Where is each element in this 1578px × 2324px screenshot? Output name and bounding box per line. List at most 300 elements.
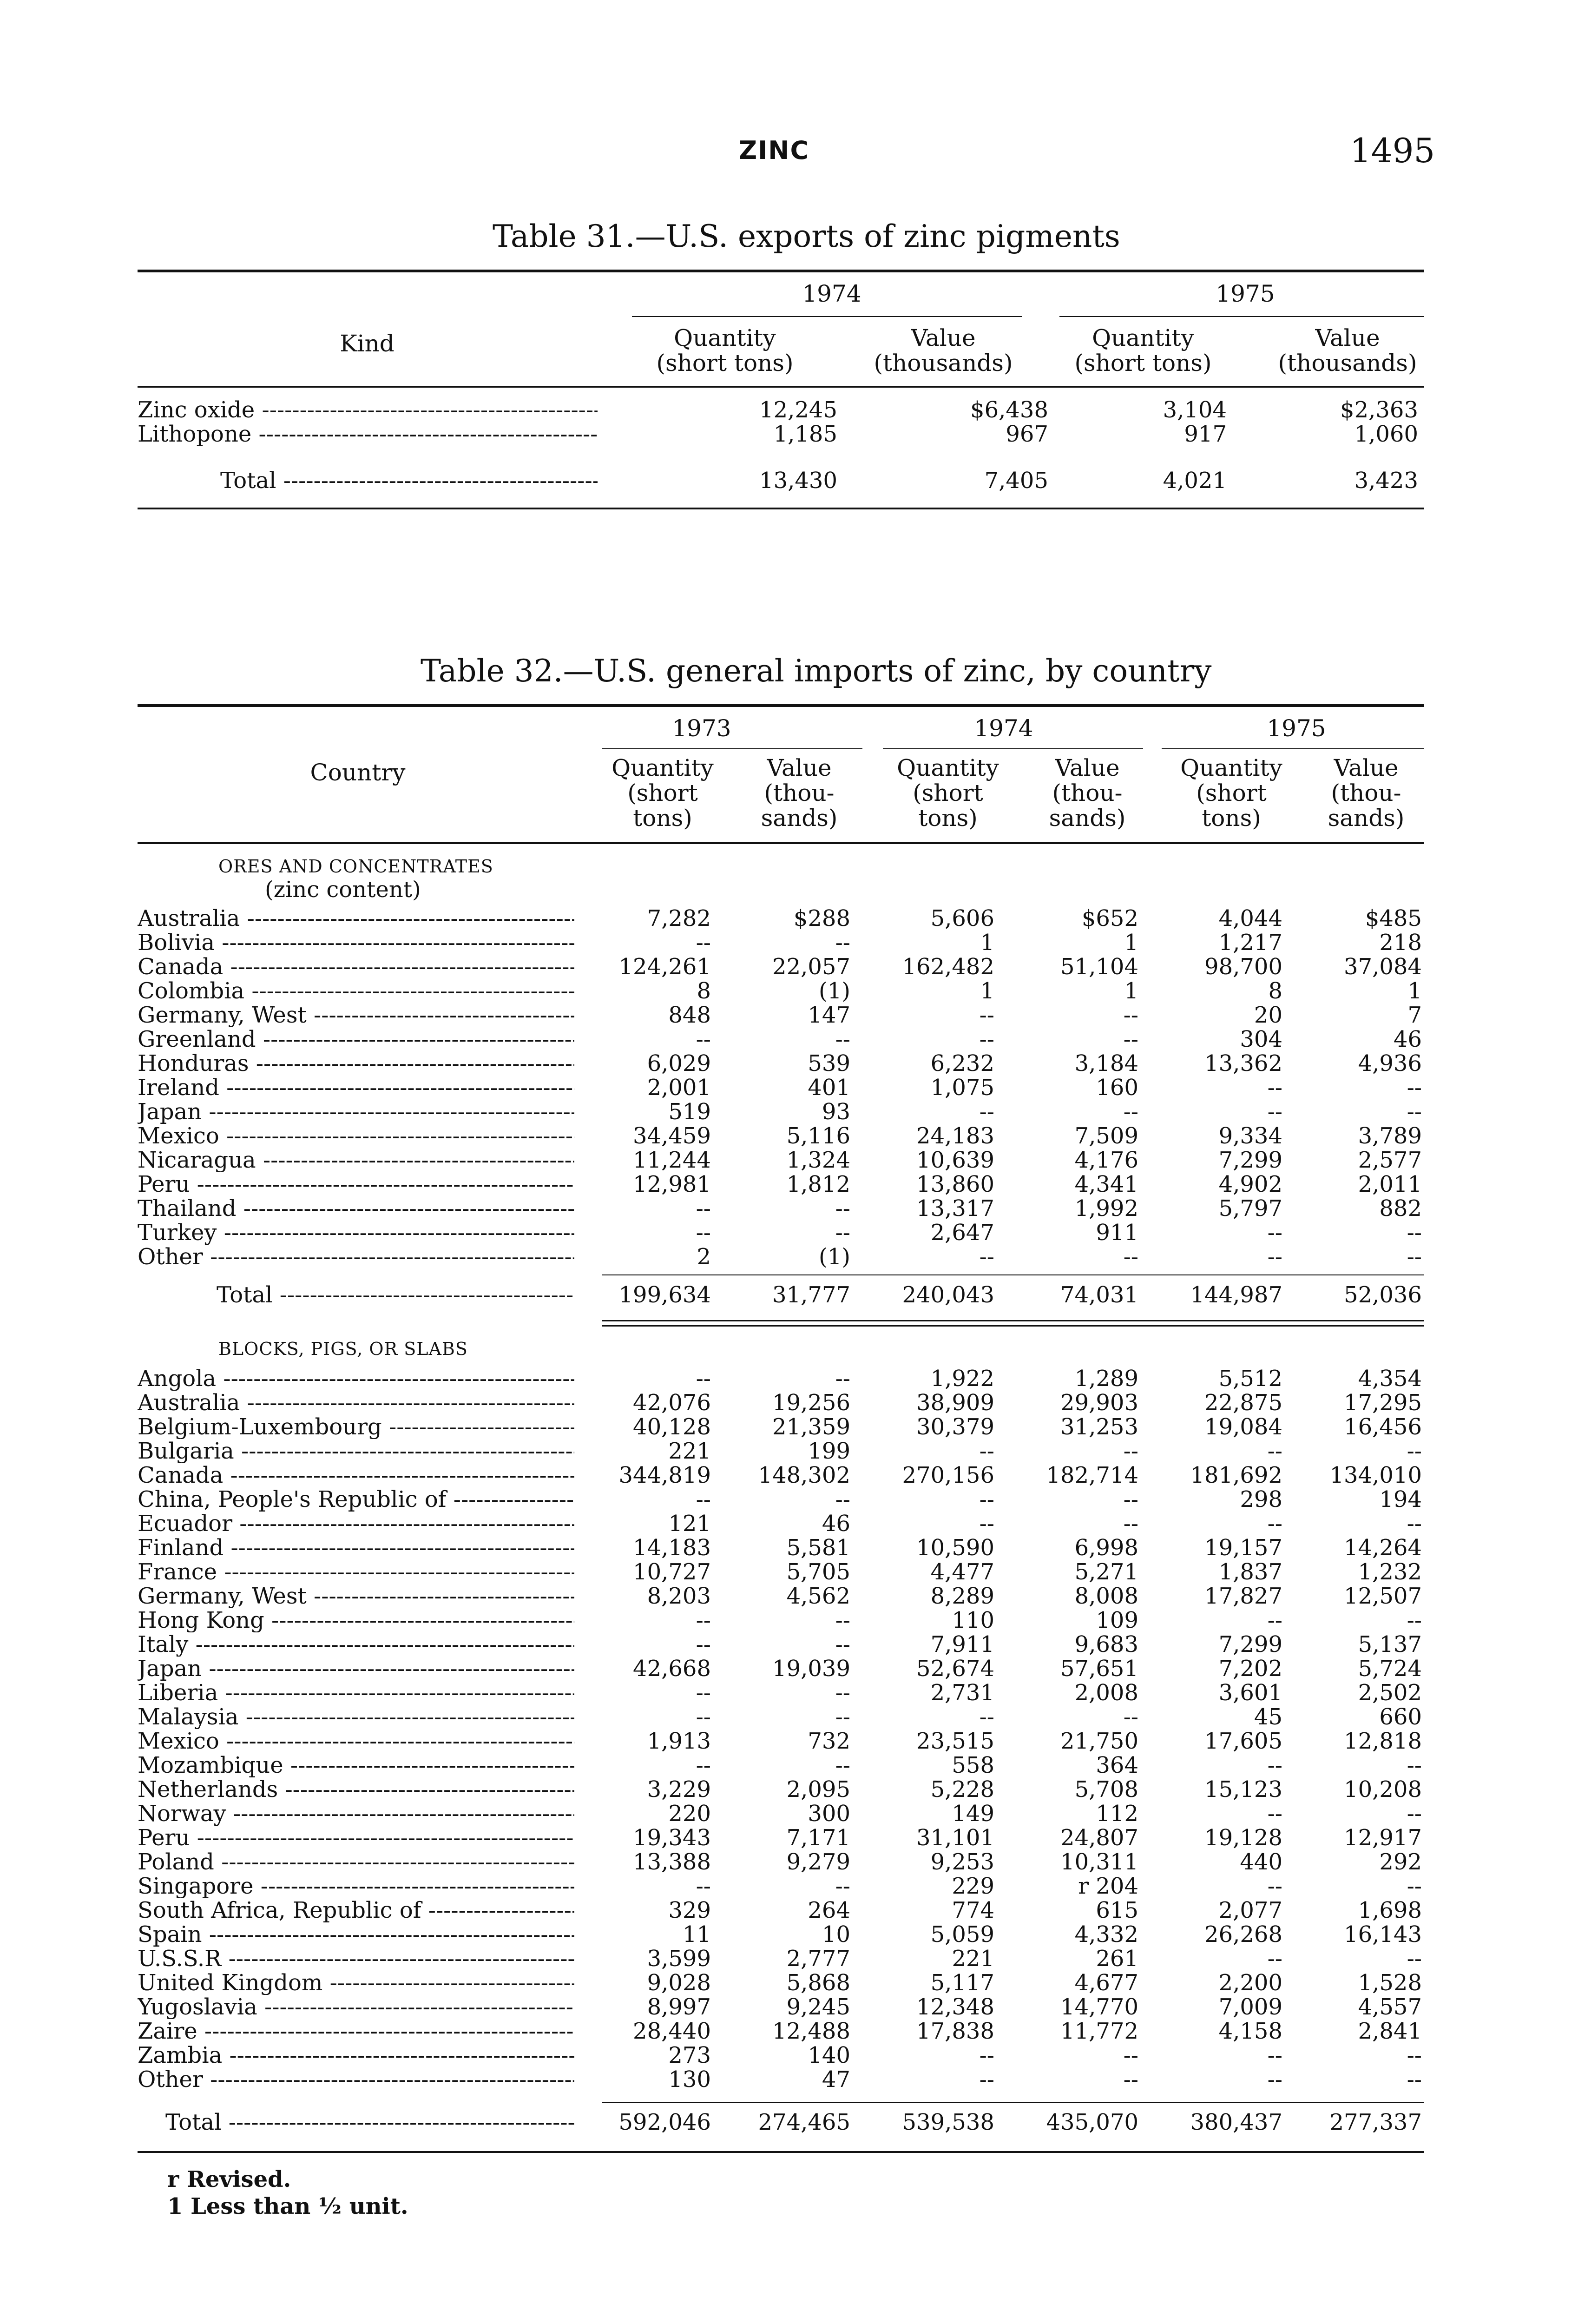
qty-1973-cell: 6,029	[647, 1050, 711, 1076]
value-1975-cell: 17,295	[1344, 1390, 1422, 1416]
qty-1973-cell: 1,913	[647, 1728, 711, 1754]
country-label: Italy -----	[138, 1632, 574, 1657]
qty-1975-cell: 19,084	[1204, 1414, 1282, 1440]
table31-bottom-rule	[138, 508, 1424, 509]
row-label: Zinc oxide -----	[138, 398, 598, 422]
qty-1973-cell: 2,001	[647, 1075, 711, 1101]
qty-1975-cell: 19,157	[1204, 1535, 1282, 1561]
value-1973-cell: 140	[808, 2042, 850, 2068]
country-label: Australia -----	[138, 1391, 574, 1415]
value-1974-cell: 57,651	[1060, 1656, 1138, 1682]
value-1974-cell: --	[1123, 2067, 1138, 2093]
value-1973-cell: 1,324	[786, 1147, 850, 1173]
blocks-total-rule	[602, 2102, 1424, 2103]
country-label: U.S.S.R -----	[138, 1947, 574, 1971]
value-1975-cell: 16,456	[1344, 1414, 1422, 1440]
value-1973-cell: 93	[822, 1099, 850, 1125]
value-1974-cell: 21,750	[1060, 1728, 1138, 1754]
value-1974-cell: 1,289	[1074, 1366, 1138, 1392]
qty-1974-cell: 52,674	[916, 1656, 994, 1682]
value-1975-cell: 10,208	[1344, 1776, 1422, 1802]
country-label: Greenland -----	[138, 1027, 574, 1051]
qty-1974-cell: 1,075	[930, 1075, 994, 1101]
qty-1975-cell: 7,299	[1218, 1147, 1282, 1173]
value-1974-cell: 182,714	[1046, 1462, 1138, 1488]
qty-1975-cell: 98,700	[1204, 954, 1282, 980]
country-label: Canada -----	[138, 1463, 574, 1487]
qty-1973-cell: 40,128	[633, 1414, 711, 1440]
value-1975-cell: 5,137	[1358, 1631, 1422, 1657]
value-1975-cell: $485	[1365, 905, 1422, 931]
qty-1975-cell: --	[1267, 2067, 1282, 2093]
blocks-value-1975	[1306, 1367, 1422, 2092]
qty-1973-cell: 329	[668, 1897, 711, 1923]
value-1975-cell: --	[1407, 1752, 1422, 1778]
value-1973-cell: 31,777	[772, 1282, 850, 1308]
value-1974-cell: 261	[1096, 1946, 1138, 1972]
ores-total-row	[138, 1283, 1424, 1311]
value-1975-cell: 12,507	[1344, 1583, 1422, 1609]
qty-1975-cell: 3,601	[1218, 1680, 1282, 1706]
country-label: Angola -----	[138, 1367, 574, 1391]
qty-1975-cell: --	[1267, 1801, 1282, 1827]
qty-1974-cell: 23,515	[916, 1728, 994, 1754]
qty-1975-cell: 9,334	[1218, 1123, 1282, 1149]
ores-qty-1975	[1166, 906, 1282, 1269]
qty-1973-cell: --	[696, 1873, 711, 1899]
value-1974-cell: --	[1123, 2042, 1138, 2068]
qty-1974-cell: 270,156	[902, 1462, 994, 1488]
qty-1973-cell: 9,028	[647, 1970, 711, 1996]
qty-1974-cell: 8,289	[930, 1583, 994, 1609]
value-1975-cell: 882	[1379, 1195, 1422, 1221]
qty-1975-cell: --	[1267, 1438, 1282, 1464]
ores-country-list	[138, 906, 574, 1269]
value-1974-cell: 14,770	[1060, 1994, 1138, 2020]
value-1974-cell: --	[1123, 1704, 1138, 1730]
table32-qty-1975-header: Quantity (short tons)	[1180, 754, 1282, 832]
qty-1974-cell: 17,838	[916, 2018, 994, 2044]
qty-1974-cell: 31,101	[916, 1825, 994, 1851]
qty-1974-cell: --	[979, 1026, 994, 1052]
ores-total-double-rule	[602, 1320, 1424, 1327]
value-1975-cell: --	[1407, 1607, 1422, 1633]
value-1975-cell: 292	[1379, 1849, 1422, 1875]
qty-1975-cell: 7,202	[1218, 1656, 1282, 1682]
value-1973-cell: 9,279	[786, 1849, 850, 1875]
qty-1974-cell: 6,232	[930, 1050, 994, 1076]
qty-1974-cell: 558	[952, 1752, 994, 1778]
table32-value-1973-header: Value (thou- sands)	[761, 754, 838, 832]
qty-1973-cell: 130	[668, 2067, 711, 2093]
value-1973-cell: 401	[808, 1075, 850, 1101]
ores-qty-1974	[883, 906, 994, 1269]
qty-1974-cell: 13,430	[759, 469, 837, 493]
qty-1975-cell: 4,021	[1163, 469, 1227, 493]
row-label: Total -----	[220, 469, 598, 493]
qty-1973-cell: 2	[697, 1244, 711, 1270]
table-row	[138, 398, 1424, 422]
value-1974-cell: 7,405	[984, 469, 1048, 493]
qty-1975-cell: --	[1267, 1244, 1282, 1270]
value-1974-cell: $652	[1081, 905, 1138, 931]
country-label: Mexico -----	[138, 1729, 574, 1753]
qty-1974-cell: 13,317	[916, 1195, 994, 1221]
country-label: Nicaragua -----	[138, 1148, 574, 1172]
qty-1973-cell: 19,343	[633, 1825, 711, 1851]
qty-1973-cell: --	[696, 1752, 711, 1778]
table32-year-1973: 1973	[672, 715, 731, 742]
qty-1975-cell: 45	[1254, 1704, 1282, 1730]
qty-1973-cell: 3,229	[647, 1776, 711, 1802]
qty-1975-cell: 4,902	[1218, 1171, 1282, 1197]
qty-1974-cell: 30,379	[916, 1414, 994, 1440]
value-1975-cell: 2,577	[1358, 1147, 1422, 1173]
ores-subheading: (zinc content)	[265, 877, 421, 903]
value-1974-cell: 6,998	[1074, 1535, 1138, 1561]
country-label: Zaire -----	[138, 2019, 574, 2043]
value-1973-cell: 22,057	[772, 954, 850, 980]
table31-year-1974-rule	[632, 316, 1022, 317]
value-1973-cell: 5,581	[786, 1535, 850, 1561]
country-label: Liberia -----	[138, 1681, 574, 1705]
country-label: Japan -----	[138, 1100, 574, 1124]
value-1973-cell: 5,116	[786, 1123, 850, 1149]
qty-1974-cell: 13,860	[916, 1171, 994, 1197]
value-1975-cell: 4,936	[1358, 1050, 1422, 1076]
qty-1973-cell: --	[696, 1607, 711, 1633]
value-1973-cell: (1)	[819, 1244, 850, 1270]
value-1974-cell: --	[1123, 1511, 1138, 1537]
qty-1973-cell: --	[696, 1195, 711, 1221]
qty-1975-cell: 304	[1240, 1026, 1282, 1052]
value-1975-cell: 2,011	[1358, 1171, 1422, 1197]
table32-year-1973-rule	[602, 748, 862, 749]
country-label: Mexico -----	[138, 1124, 574, 1148]
value-1974-cell: --	[1123, 1099, 1138, 1125]
qty-1975-cell: 15,123	[1204, 1776, 1282, 1802]
country-label: Spain -----	[138, 1922, 574, 1947]
table32-year-1975-rule	[1162, 748, 1424, 749]
table32-header-rule	[138, 842, 1424, 844]
value-1974-cell: 435,070	[1046, 2109, 1138, 2135]
value-1974-cell: 51,104	[1060, 954, 1138, 980]
qty-1974-cell: 5,606	[930, 905, 994, 931]
qty-1973-cell: --	[696, 1704, 711, 1730]
qty-1975-cell: 298	[1240, 1486, 1282, 1512]
value-1974-cell: 9,683	[1074, 1631, 1138, 1657]
value-1974-cell: 2,008	[1074, 1680, 1138, 1706]
country-label: Turkey -----	[138, 1221, 574, 1245]
qty-1974-cell: 162,482	[902, 954, 994, 980]
value-1973-cell: --	[835, 1220, 850, 1246]
ores-total-rule	[602, 1274, 1424, 1275]
qty-1975-cell: --	[1267, 1511, 1282, 1537]
country-label: Other -----	[138, 2067, 574, 2092]
qty-1975-cell: 2,077	[1218, 1897, 1282, 1923]
qty-1973-cell: 42,668	[633, 1656, 711, 1682]
blocks-heading: BLOCKS, PIGS, OR SLABS	[218, 1339, 468, 1359]
value-1974-cell: 1	[1124, 930, 1138, 956]
table31-value-1975-header: Value (thousands)	[1278, 324, 1417, 376]
value-1974-cell: 160	[1096, 1075, 1138, 1101]
qty-1974-cell: 539,538	[902, 2109, 994, 2135]
value-1974-cell: 4,332	[1074, 1921, 1138, 1948]
qty-1973-cell: 848	[668, 1002, 711, 1028]
qty-1973-cell: 28,440	[633, 2018, 711, 2044]
value-1973-cell: 732	[808, 1728, 850, 1754]
table31-qty-1975-header: Quantity (short tons)	[1074, 324, 1212, 376]
row-label: Total -----	[217, 1283, 574, 1307]
qty-1973-cell: 11	[682, 1921, 711, 1948]
value-1974-cell: --	[1123, 1244, 1138, 1270]
qty-1973-cell: 519	[668, 1099, 711, 1125]
value-1975-cell: 46	[1393, 1026, 1422, 1052]
value-1975-cell: 12,818	[1344, 1728, 1422, 1754]
value-1973-cell: 274,465	[758, 2109, 850, 2135]
qty-1975-cell: --	[1267, 1099, 1282, 1125]
qty-1974-cell: 12,348	[916, 1994, 994, 2020]
qty-1975-cell: 380,437	[1190, 2109, 1282, 2135]
qty-1974-cell: 10,639	[916, 1147, 994, 1173]
qty-1973-cell: --	[696, 1026, 711, 1052]
value-1975-cell: 5,724	[1358, 1656, 1422, 1682]
country-label: Netherlands -----	[138, 1777, 574, 1802]
value-1974-cell: 967	[1006, 422, 1048, 446]
qty-1975-cell: --	[1267, 2042, 1282, 2068]
value-1974-cell: 3,184	[1074, 1050, 1138, 1076]
qty-1974-cell: 10,590	[916, 1535, 994, 1561]
value-1973-cell: 199	[808, 1438, 850, 1464]
row-label: Lithopone -----	[138, 422, 598, 446]
value-1975-cell: 1,698	[1358, 1897, 1422, 1923]
value-1973-cell: 300	[808, 1801, 850, 1827]
table32-bottom-rule	[138, 2151, 1424, 2153]
row-label: Total -----	[165, 2110, 574, 2134]
qty-1974-cell: 38,909	[916, 1390, 994, 1416]
country-label: Bolivia -----	[138, 931, 574, 955]
qty-1975-cell: 26,268	[1204, 1921, 1282, 1948]
qty-1975-cell: 13,362	[1204, 1050, 1282, 1076]
ores-value-1975	[1306, 906, 1422, 1269]
qty-1973-cell: --	[696, 1631, 711, 1657]
value-1975-cell: $2,363	[1340, 398, 1418, 422]
qty-1975-cell: --	[1267, 1607, 1282, 1633]
qty-1973-cell: 7,282	[647, 905, 711, 931]
value-1974-cell: 7,509	[1074, 1123, 1138, 1149]
qty-1973-cell: 121	[668, 1511, 711, 1537]
value-1973-cell: --	[835, 1680, 850, 1706]
qty-1973-cell: 8,997	[647, 1994, 711, 2020]
value-1974-cell: 5,271	[1074, 1559, 1138, 1585]
qty-1974-cell: --	[979, 1486, 994, 1512]
qty-1975-cell: 144,987	[1190, 1282, 1282, 1308]
value-1973-cell: --	[835, 1486, 850, 1512]
value-1973-cell: 4,562	[786, 1583, 850, 1609]
value-1974-cell: 74,031	[1060, 1282, 1138, 1308]
value-1973-cell: 9,245	[786, 1994, 850, 2020]
qty-1975-cell: 19,128	[1204, 1825, 1282, 1851]
qty-1975-cell: 1,217	[1218, 930, 1282, 956]
value-1973-cell: $288	[793, 905, 850, 931]
qty-1973-cell: 220	[668, 1801, 711, 1827]
qty-1974-cell: 240,043	[902, 1282, 994, 1308]
table32-title: Table 32.—U.S. general imports of zinc, by country	[421, 653, 1212, 689]
qty-1974-cell: 5,228	[930, 1776, 994, 1802]
value-1975-cell: 218	[1379, 930, 1422, 956]
qty-1973-cell: 8,203	[647, 1583, 711, 1609]
value-1975-cell: 2,841	[1358, 2018, 1422, 2044]
value-1975-cell: 2,502	[1358, 1680, 1422, 1706]
value-1975-cell: --	[1407, 1220, 1422, 1246]
qty-1974-cell: 2,647	[930, 1220, 994, 1246]
value-1975-cell: 3,789	[1358, 1123, 1422, 1149]
qty-1974-cell: 7,911	[930, 1631, 994, 1657]
blocks-value-1973	[743, 1367, 850, 2092]
value-1973-cell: --	[835, 1752, 850, 1778]
country-label: Finland -----	[138, 1536, 574, 1560]
qty-1974-cell: 4,477	[930, 1559, 994, 1585]
value-1975-cell: 277,337	[1329, 2109, 1422, 2135]
value-1974-cell: --	[1123, 1026, 1138, 1052]
country-label: South Africa, Republic of -----	[138, 1898, 574, 1922]
qty-1974-cell: 229	[952, 1873, 994, 1899]
value-1974-cell: 1,992	[1074, 1195, 1138, 1221]
country-label: Canada -----	[138, 955, 574, 979]
value-1974-cell: 615	[1096, 1897, 1138, 1923]
table31-year-1974: 1974	[802, 280, 861, 307]
qty-1974-cell: 5,059	[930, 1921, 994, 1948]
ores-qty-1973	[604, 906, 711, 1269]
table32-year-1974: 1974	[974, 715, 1033, 742]
value-1973-cell: 2,777	[786, 1946, 850, 1972]
qty-1974-cell: 1	[980, 978, 994, 1004]
country-label: Other -----	[138, 1245, 574, 1269]
value-1975-cell: --	[1407, 1511, 1422, 1537]
value-1975-cell: --	[1407, 1075, 1422, 1101]
qty-1975-cell: --	[1267, 1752, 1282, 1778]
country-label: Germany, West -----	[138, 1003, 574, 1027]
country-label: Bulgaria -----	[138, 1439, 574, 1463]
qty-1974-cell: 5,117	[930, 1970, 994, 1996]
qty-1975-cell: 7,009	[1218, 1994, 1282, 2020]
value-1974-cell: $6,438	[970, 398, 1048, 422]
value-1975-cell: --	[1407, 1099, 1422, 1125]
value-1974-cell: 24,807	[1060, 1825, 1138, 1851]
qty-1973-cell: 11,244	[633, 1147, 711, 1173]
qty-1975-cell: --	[1267, 1873, 1282, 1899]
value-1975-cell: 660	[1379, 1704, 1422, 1730]
value-1975-cell: 3,423	[1354, 469, 1418, 493]
blocks-country-list	[138, 1367, 574, 2092]
table32-qty-1973-header: Quantity (short tons)	[611, 754, 714, 832]
qty-1975-cell: 4,044	[1218, 905, 1282, 931]
value-1975-cell: 37,084	[1344, 954, 1422, 980]
qty-1973-cell: 199,634	[618, 1282, 711, 1308]
value-1975-cell: 52,036	[1344, 1282, 1422, 1308]
country-label: Yugoslavia -----	[138, 1995, 574, 2019]
qty-1974-cell: 1,922	[930, 1366, 994, 1392]
qty-1975-cell: --	[1267, 1075, 1282, 1101]
qty-1975-cell: 2,200	[1218, 1970, 1282, 1996]
page-number: 1495	[1350, 131, 1435, 170]
value-1973-cell: --	[835, 1026, 850, 1052]
country-label: China, People's Republic of -----	[138, 1487, 574, 1512]
qty-1974-cell: --	[979, 1511, 994, 1537]
value-1973-cell: 10	[822, 1921, 850, 1948]
value-1973-cell: 2,095	[786, 1776, 850, 1802]
country-label: Thailand -----	[138, 1196, 574, 1221]
value-1974-cell: 1	[1124, 978, 1138, 1004]
table31-qty-1974-header: Quantity (short tons)	[656, 324, 794, 376]
qty-1973-cell: 3,599	[647, 1946, 711, 1972]
value-1975-cell: 194	[1379, 1486, 1422, 1512]
value-1973-cell: 1,812	[786, 1171, 850, 1197]
value-1975-cell: --	[1407, 1244, 1422, 1270]
qty-1975-cell: 7,299	[1218, 1631, 1282, 1657]
ores-heading: ORES AND CONCENTRATES	[218, 856, 493, 877]
value-1975-cell: --	[1407, 2067, 1422, 2093]
qty-1973-cell: 273	[668, 2042, 711, 2068]
value-1973-cell: 21,359	[772, 1414, 850, 1440]
table31-value-1974-header: Value (thousands)	[874, 324, 1013, 376]
qty-1974-cell: 1,185	[773, 422, 837, 446]
qty-1973-cell: 221	[668, 1438, 711, 1464]
qty-1975-cell: 4,158	[1218, 2018, 1282, 2044]
value-1975-cell: 14,264	[1344, 1535, 1422, 1561]
value-1974-cell: 364	[1096, 1752, 1138, 1778]
qty-1975-cell: 440	[1240, 1849, 1282, 1875]
qty-1973-cell: --	[696, 1366, 711, 1392]
country-label: Ecuador -----	[138, 1512, 574, 1536]
table32-country-header: Country	[310, 759, 406, 786]
qty-1974-cell: 2,731	[930, 1680, 994, 1706]
country-label: Mozambique -----	[138, 1753, 574, 1777]
blocks-total-row	[138, 2110, 1424, 2138]
value-1975-cell: 7	[1407, 1002, 1422, 1028]
value-1973-cell: --	[835, 1366, 850, 1392]
value-1974-cell: 911	[1096, 1220, 1138, 1246]
country-label: Norway -----	[138, 1802, 574, 1826]
value-1975-cell: 1	[1407, 978, 1422, 1004]
table31-top-rule	[138, 270, 1424, 272]
qty-1975-cell: 17,827	[1204, 1583, 1282, 1609]
value-1974-cell: 4,677	[1074, 1970, 1138, 1996]
value-1975-cell: --	[1407, 2042, 1422, 2068]
qty-1973-cell: --	[696, 1220, 711, 1246]
qty-1974-cell: 1	[980, 930, 994, 956]
qty-1974-cell: 149	[952, 1801, 994, 1827]
table31-year-1975-rule	[1059, 316, 1424, 317]
qty-1973-cell: 124,261	[618, 954, 711, 980]
blocks-qty-1975	[1166, 1367, 1282, 2092]
table32-top-rule	[138, 704, 1424, 707]
value-1974-cell: 4,176	[1074, 1147, 1138, 1173]
value-1973-cell: 12,488	[772, 2018, 850, 2044]
qty-1975-cell: 5,512	[1218, 1366, 1282, 1392]
qty-1973-cell: --	[696, 1680, 711, 1706]
qty-1974-cell: 9,253	[930, 1849, 994, 1875]
qty-1975-cell: 3,104	[1163, 398, 1227, 422]
footnote-less-than-half: 1 Less than ½ unit.	[167, 2193, 408, 2219]
value-1974-cell: 31,253	[1060, 1414, 1138, 1440]
qty-1974-cell: --	[979, 1099, 994, 1125]
qty-1973-cell: 13,388	[633, 1849, 711, 1875]
country-label: Colombia -----	[138, 979, 574, 1003]
table32-year-1974-rule	[883, 748, 1143, 749]
country-label: Germany, West -----	[138, 1584, 574, 1608]
value-1973-cell: --	[835, 1607, 850, 1633]
